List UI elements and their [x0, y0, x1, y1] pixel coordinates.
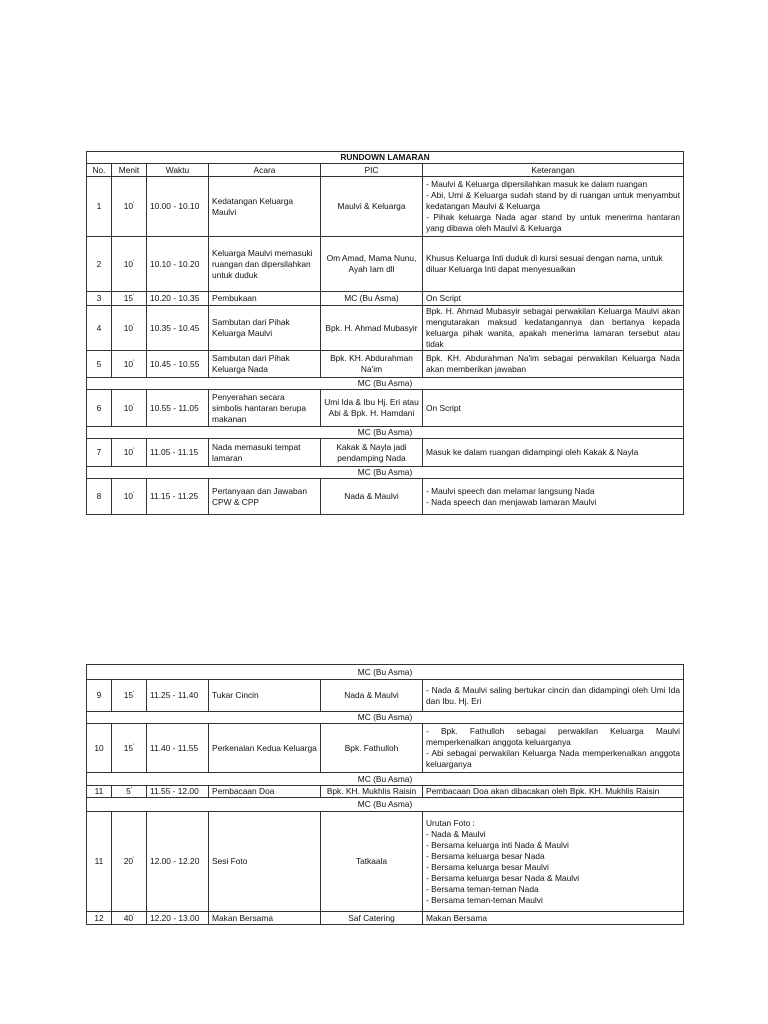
cell-acara: Pembacaan Doa — [209, 786, 321, 798]
keterangan-line: - Pihak keluarga Nada agar stand by untuk menerima hantaran yang dibawa oleh Maulvi & Keluarga — [426, 212, 681, 233]
cell-menit: 10' — [112, 237, 147, 292]
header-waktu: Waktu — [147, 164, 209, 177]
cell-pic: Bpk. Fathulloh — [321, 724, 423, 773]
cell-keterangan — [423, 306, 684, 351]
table-row — [87, 724, 684, 773]
cell-acara: Tukar Cincin — [209, 680, 321, 712]
mc-cell: MC (Bu Asma) — [87, 378, 684, 390]
cell-keterangan — [423, 812, 684, 912]
rundown-table-part-2 — [86, 664, 684, 925]
cell-menit: 15' — [112, 292, 147, 306]
table-body — [87, 177, 684, 515]
cell-waktu: 11.40 - 11.55 — [147, 724, 209, 773]
cell-acara: Penyerahan secara simbolis hantaran berupa makanan — [209, 390, 321, 427]
cell-waktu: 12.00 - 12.20 — [147, 812, 209, 912]
cell-waktu: 11.55 - 12.00 — [147, 786, 209, 798]
cell-menit: 5' — [112, 786, 147, 798]
cell-no: 10 — [87, 724, 112, 773]
cell-waktu: 11.25 - 11.40 — [147, 680, 209, 712]
cell-keterangan — [423, 786, 684, 798]
header-acara: Acara — [209, 164, 321, 177]
keterangan-line: - Bersama keluarga besar Nada — [426, 850, 545, 861]
table-row — [87, 439, 684, 467]
keterangan-line: - Bersama keluarga inti Nada & Maulvi — [426, 839, 569, 850]
keterangan-line: Masuk ke dalam ruangan didampingi oleh Kakak & Nayla — [426, 447, 639, 457]
cell-menit-mark: ' — [133, 202, 135, 208]
cell-no: 6 — [87, 390, 112, 427]
cell-no: 9 — [87, 680, 112, 712]
header-pic: PIC — [321, 164, 423, 177]
cell-waktu: 10.20 - 10.35 — [147, 292, 209, 306]
table-row — [87, 812, 684, 912]
table-row — [87, 237, 684, 292]
keterangan-line: - Abi sebagai perwakilan Keluarga Nada memperkenalkan anggota keluarganya — [426, 748, 681, 769]
cell-pic: Om Amad, Mama Nunu, Ayah Iam dll — [321, 237, 423, 292]
cell-menit: 10' — [112, 177, 147, 237]
mc-row — [87, 798, 684, 812]
keterangan-line: Bpk. H. Ahmad Mubasyir sebagai perwakilan Keluarga Maulvi akan mengutarakan maksud kedatangannya dan bertanya kepada keluarga pihak wanita, apakah menerima lamaran tersebut atau tidak — [426, 306, 681, 349]
keterangan-line: - Abi, Umi & Keluarga sudah stand by di ruangan untuk menyambut kedatangan Maulvi & Keluarga — [426, 190, 681, 211]
cell-menit: 15' — [112, 680, 147, 712]
cell-waktu: 10.10 - 10.20 — [147, 237, 209, 292]
keterangan-line: Khusus Keluarga Inti duduk di kursi sesuai dengan nama, untuk diluar Keluarga Inti dapat menyesuaikan — [426, 253, 663, 274]
cell-menit-mark: ' — [133, 913, 135, 920]
cell-acara: Nada memasuki tempat lamaran — [209, 439, 321, 467]
cell-keterangan — [423, 439, 684, 467]
header-no: No. — [87, 164, 112, 177]
cell-pic: Kakak & Nayla jadi pendamping Nada — [321, 439, 423, 467]
keterangan-line: Makan Bersama — [426, 912, 487, 923]
cell-no: 12 — [87, 912, 112, 925]
mc-cell: MC (Bu Asma) — [87, 712, 684, 724]
mc-cell: MC (Bu Asma) — [87, 467, 684, 479]
table-row — [87, 390, 684, 427]
cell-acara: Sesi Foto — [209, 812, 321, 912]
cell-waktu: 10.45 - 10.55 — [147, 351, 209, 378]
cell-acara: Sambutan dari Pihak Keluarga Maulvi — [209, 306, 321, 351]
cell-pic: Saf Catering — [321, 912, 423, 925]
keterangan-line: Bpk. KH. Abdurahman Na'im sebagai perwakilan Keluarga Nada akan memberikan jawaban — [426, 353, 681, 374]
mc-row — [87, 665, 684, 680]
table-row — [87, 292, 684, 306]
cell-acara: Kedatangan Keluarga Maulvi — [209, 177, 321, 237]
cell-acara: Keluarga Maulvi memasuki ruangan dan dipersilahkan untuk duduk — [209, 237, 321, 292]
keterangan-line: - Bersama keluarga besar Nada & Maulvi — [426, 872, 580, 883]
cell-no: 7 — [87, 439, 112, 467]
mc-cell: MC (Bu Asma) — [87, 665, 684, 680]
cell-menit-mark: ' — [130, 787, 132, 793]
table-row — [87, 680, 684, 712]
cell-menit-mark: ' — [133, 857, 135, 863]
table-title: RUNDOWN LAMARAN — [87, 152, 684, 164]
keterangan-line: Pembacaan Doa akan dibacakan oleh Bpk. KH. Mukhlis Raisin — [426, 786, 660, 796]
mc-row — [87, 378, 684, 390]
mc-row — [87, 712, 684, 724]
cell-keterangan — [423, 724, 684, 773]
keterangan-line: - Nada & Maulvi — [426, 828, 486, 839]
cell-no: 1 — [87, 177, 112, 237]
cell-no: 11 — [87, 812, 112, 912]
cell-pic: Nada & Maulvi — [321, 680, 423, 712]
keterangan-line: - Maulvi speech dan melamar langsung Nada — [426, 485, 595, 496]
table-row — [87, 479, 684, 515]
cell-waktu: 12.20 - 13.00 — [147, 912, 209, 925]
cell-menit: 15' — [112, 724, 147, 773]
cell-waktu: 10.35 - 10.45 — [147, 306, 209, 351]
cell-keterangan — [423, 390, 684, 427]
cell-keterangan — [423, 680, 684, 712]
table-row — [87, 306, 684, 351]
cell-no: 8 — [87, 479, 112, 515]
keterangan-line: - Maulvi & Keluarga dipersilahkan masuk ke dalam ruangan — [426, 179, 648, 189]
cell-menit-mark: ' — [133, 294, 135, 300]
table-body — [87, 665, 684, 925]
keterangan-line: On Script — [426, 402, 461, 413]
keterangan-line: - Nada speech dan menjawab lamaran Maulvi — [426, 496, 597, 507]
cell-keterangan — [423, 351, 684, 378]
cell-waktu: 10.00 - 10.10 — [147, 177, 209, 237]
cell-pic: Bpk. KH. Abdurahman Na'im — [321, 351, 423, 378]
cell-pic: Maulvi & Keluarga — [321, 177, 423, 237]
keterangan-line: - Bersama teman-teman Maulvi — [426, 894, 543, 905]
header-menit: Menit — [112, 164, 147, 177]
cell-acara: Pembukaan — [209, 292, 321, 306]
cell-waktu: 10.55 - 11.05 — [147, 390, 209, 427]
cell-pic: Bpk. H. Ahmad Mubasyir — [321, 306, 423, 351]
header-keterangan: Keterangan — [423, 164, 684, 177]
cell-menit-mark: ' — [133, 691, 135, 697]
cell-menit-mark: ' — [133, 448, 135, 454]
cell-menit: 20' — [112, 812, 147, 912]
mc-row — [87, 773, 684, 786]
mc-row — [87, 427, 684, 439]
cell-menit: 10' — [112, 390, 147, 427]
cell-keterangan — [423, 912, 684, 925]
table-row — [87, 912, 684, 925]
cell-pic: Umi Ida & Ibu Hj. Eri atau Abi & Bpk. H. Hamdani — [321, 390, 423, 427]
cell-no: 2 — [87, 237, 112, 292]
cell-no: 3 — [87, 292, 112, 306]
cell-pic: Nada & Maulvi — [321, 479, 423, 515]
table-row — [87, 177, 684, 237]
cell-pic: Bpk. KH. Mukhlis Raisin — [321, 786, 423, 798]
cell-acara: Makan Bersama — [209, 912, 321, 925]
cell-menit-mark: ' — [133, 743, 135, 750]
cell-waktu: 11.05 - 11.15 — [147, 439, 209, 467]
cell-menit: 10' — [112, 351, 147, 378]
mc-cell: MC (Bu Asma) — [87, 427, 684, 439]
keterangan-line: Urutan Foto : — [426, 817, 475, 828]
cell-menit-mark: ' — [133, 403, 135, 410]
cell-no: 5 — [87, 351, 112, 378]
cell-no: 11 — [87, 786, 112, 798]
cell-menit-mark: ' — [133, 492, 135, 498]
cell-no: 4 — [87, 306, 112, 351]
cell-keterangan — [423, 237, 684, 292]
cell-menit-mark: ' — [133, 259, 135, 266]
cell-menit-mark: ' — [133, 323, 135, 330]
cell-pic: Tatkaala — [321, 812, 423, 912]
table-row — [87, 351, 684, 378]
cell-menit: 10' — [112, 306, 147, 351]
cell-menit: 10' — [112, 479, 147, 515]
cell-menit: 10' — [112, 439, 147, 467]
keterangan-line: - Bersama keluarga besar Maulvi — [426, 861, 549, 872]
keterangan-line: - Bersama teman-teman Nada — [426, 883, 539, 894]
mc-row — [87, 467, 684, 479]
cell-acara: Pertanyaan dan Jawaban CPW & CPP — [209, 479, 321, 515]
mc-cell: MC (Bu Asma) — [87, 798, 684, 812]
cell-acara: Perkenalan Kedua Keluarga — [209, 724, 321, 773]
cell-keterangan — [423, 292, 684, 306]
cell-menit-mark: ' — [133, 359, 135, 366]
keterangan-line: On Script — [426, 293, 461, 303]
cell-pic: MC (Bu Asma) — [321, 292, 423, 306]
cell-keterangan — [423, 177, 684, 237]
mc-cell: MC (Bu Asma) — [87, 773, 684, 786]
keterangan-line: - Bpk. Fathulloh sebagai perwakilan Keluarga Maulvi memperkenalkan anggota keluarganya — [426, 726, 681, 747]
cell-keterangan — [423, 479, 684, 515]
table-row — [87, 786, 684, 798]
rundown-table-part-1 — [86, 151, 684, 515]
keterangan-line: - Nada & Maulvi saling bertukar cincin dan didampingi oleh Umi Ida dan Ibu. Hj. Eri — [426, 684, 681, 706]
cell-menit: 40' — [112, 912, 147, 925]
cell-acara: Sambutan dari Pihak Keluarga Nada — [209, 351, 321, 378]
cell-waktu: 11.15 - 11.25 — [147, 479, 209, 515]
